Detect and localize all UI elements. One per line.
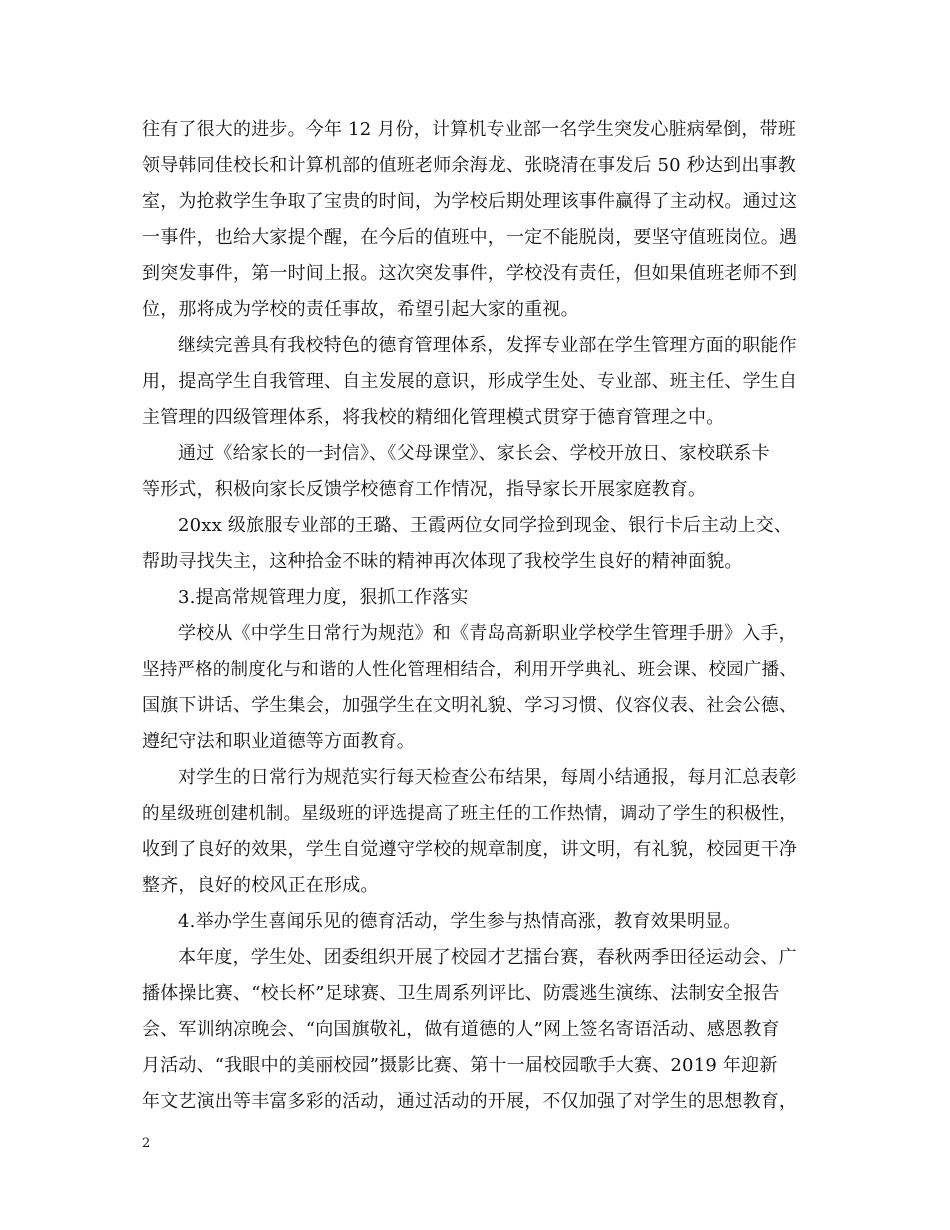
text-line: 等形式，积极向家长反馈学校德育工作情况，指导家长开展家庭教育。 [142,479,707,500]
text-line: 位，那将成为学校的责任事故，希望引起大家的重视。 [142,299,579,320]
text-line: 的星级班创建机制。星级班的评选提高了班主任的工作热情，调动了学生的积极性， [142,804,797,824]
text-line: 会、军训纳凉晚会、“向国旗敬礼，做有道德的人”网上签名寄语活动、感恩教育 [142,1019,780,1040]
text-line: 整齐，良好的校风正在形成。 [142,875,379,896]
text-line: 坚持严格的制度化与和谐的人性化管理相结合，利用开学典礼、班会课、校园广播、 [142,660,797,680]
text-line: 领导韩同佳校长和计算机部的值班老师余海龙、张晓清在事发后 50 秒达到出事教 [142,155,796,176]
text-line: 往有了很大的进步。今年 12 月份，计算机专业部一名学生突发心脏病晕倒，带班 [142,119,796,140]
paragraph-first-line: 对学生的日常行为规范实行每天检查公布结果，每周小结通报，每月汇总表彰 [178,767,797,788]
text-line: 年文艺演出等丰富多彩的活动，通过活动的开展，不仅加强了对学生的思想教育， [142,1091,798,1112]
text-line: 收到了良好的效果，学生自觉遵守学校的规章制度，讲文明，有礼貌，校园更干净 [142,839,798,860]
document-body [142,112,814,1120]
paragraph-first-line: 20xx 级旅服专业部的王璐、王霞两位女同学捡到现金、银行卡后主动上交、 [178,515,793,536]
text-line: 月活动、“我眼中的美丽校园”摄影比赛、第十一届校园歌手大赛、2019 年迎新 [142,1055,778,1076]
paragraph-first-line: 3.提高常规管理力度，狠抓工作落实 [178,587,469,608]
text-line: 到突发事件，第一时间上报。这次突发事件，学校没有责任，但如果值班老师不到 [142,263,798,284]
text-line: 室，为抢救学生争取了宝贵的时间，为学校后期处理该事件赢得了主动权。通过这 [142,191,798,212]
text-line: 主管理的四级管理体系，将我校的精细化管理模式贯穿于德育管理之中。 [142,407,725,428]
paragraph-first-line: 4.举办学生喜闻乐见的德育活动，学生参与热情高涨，教育效果明显。 [178,911,742,932]
paragraph-first-line: 本年度，学生处、团委组织开展了校园才艺擂台赛，春秋两季田径运动会、广 [178,947,797,968]
text-line: 播体操比赛、“校长杯”足球赛、卫生周系列评比、防震逃生演练、法制安全报告 [142,983,780,1004]
text-line: 一事件，也给大家提个醒，在今后的值班中，一定不能脱岗，要坚守值班岗位。遇 [142,227,798,248]
text-line: 国旗下讲话、学生集会，加强学生在文明礼貌、学习习惯、仪容仪表、社会公德、 [142,695,798,716]
text-line: 遵纪守法和职业道德等方面教育。 [142,731,415,752]
paragraph-first-line: 继续完善具有我校特色的德育管理体系，发挥专业部在学生管理方面的职能作 [178,335,797,356]
page-number: 2 [142,1136,151,1151]
paragraph-first-line: 通过《给家长的一封信》、《父母课堂》、家长会、学校开放日、家校联系卡 [178,443,770,464]
paragraph-first-line: 学校从《中学生日常行为规范》和《青岛高新职业学校学生管理手册》入手， [178,623,797,644]
text-line: 帮助寻找失主，这种拾金不昧的精神再次体现了我校学生良好的精神面貌。 [142,551,743,572]
text-line: 用，提高学生自我管理、自主发展的意识，形成学生处、专业部、班主任、学生自 [142,371,798,392]
